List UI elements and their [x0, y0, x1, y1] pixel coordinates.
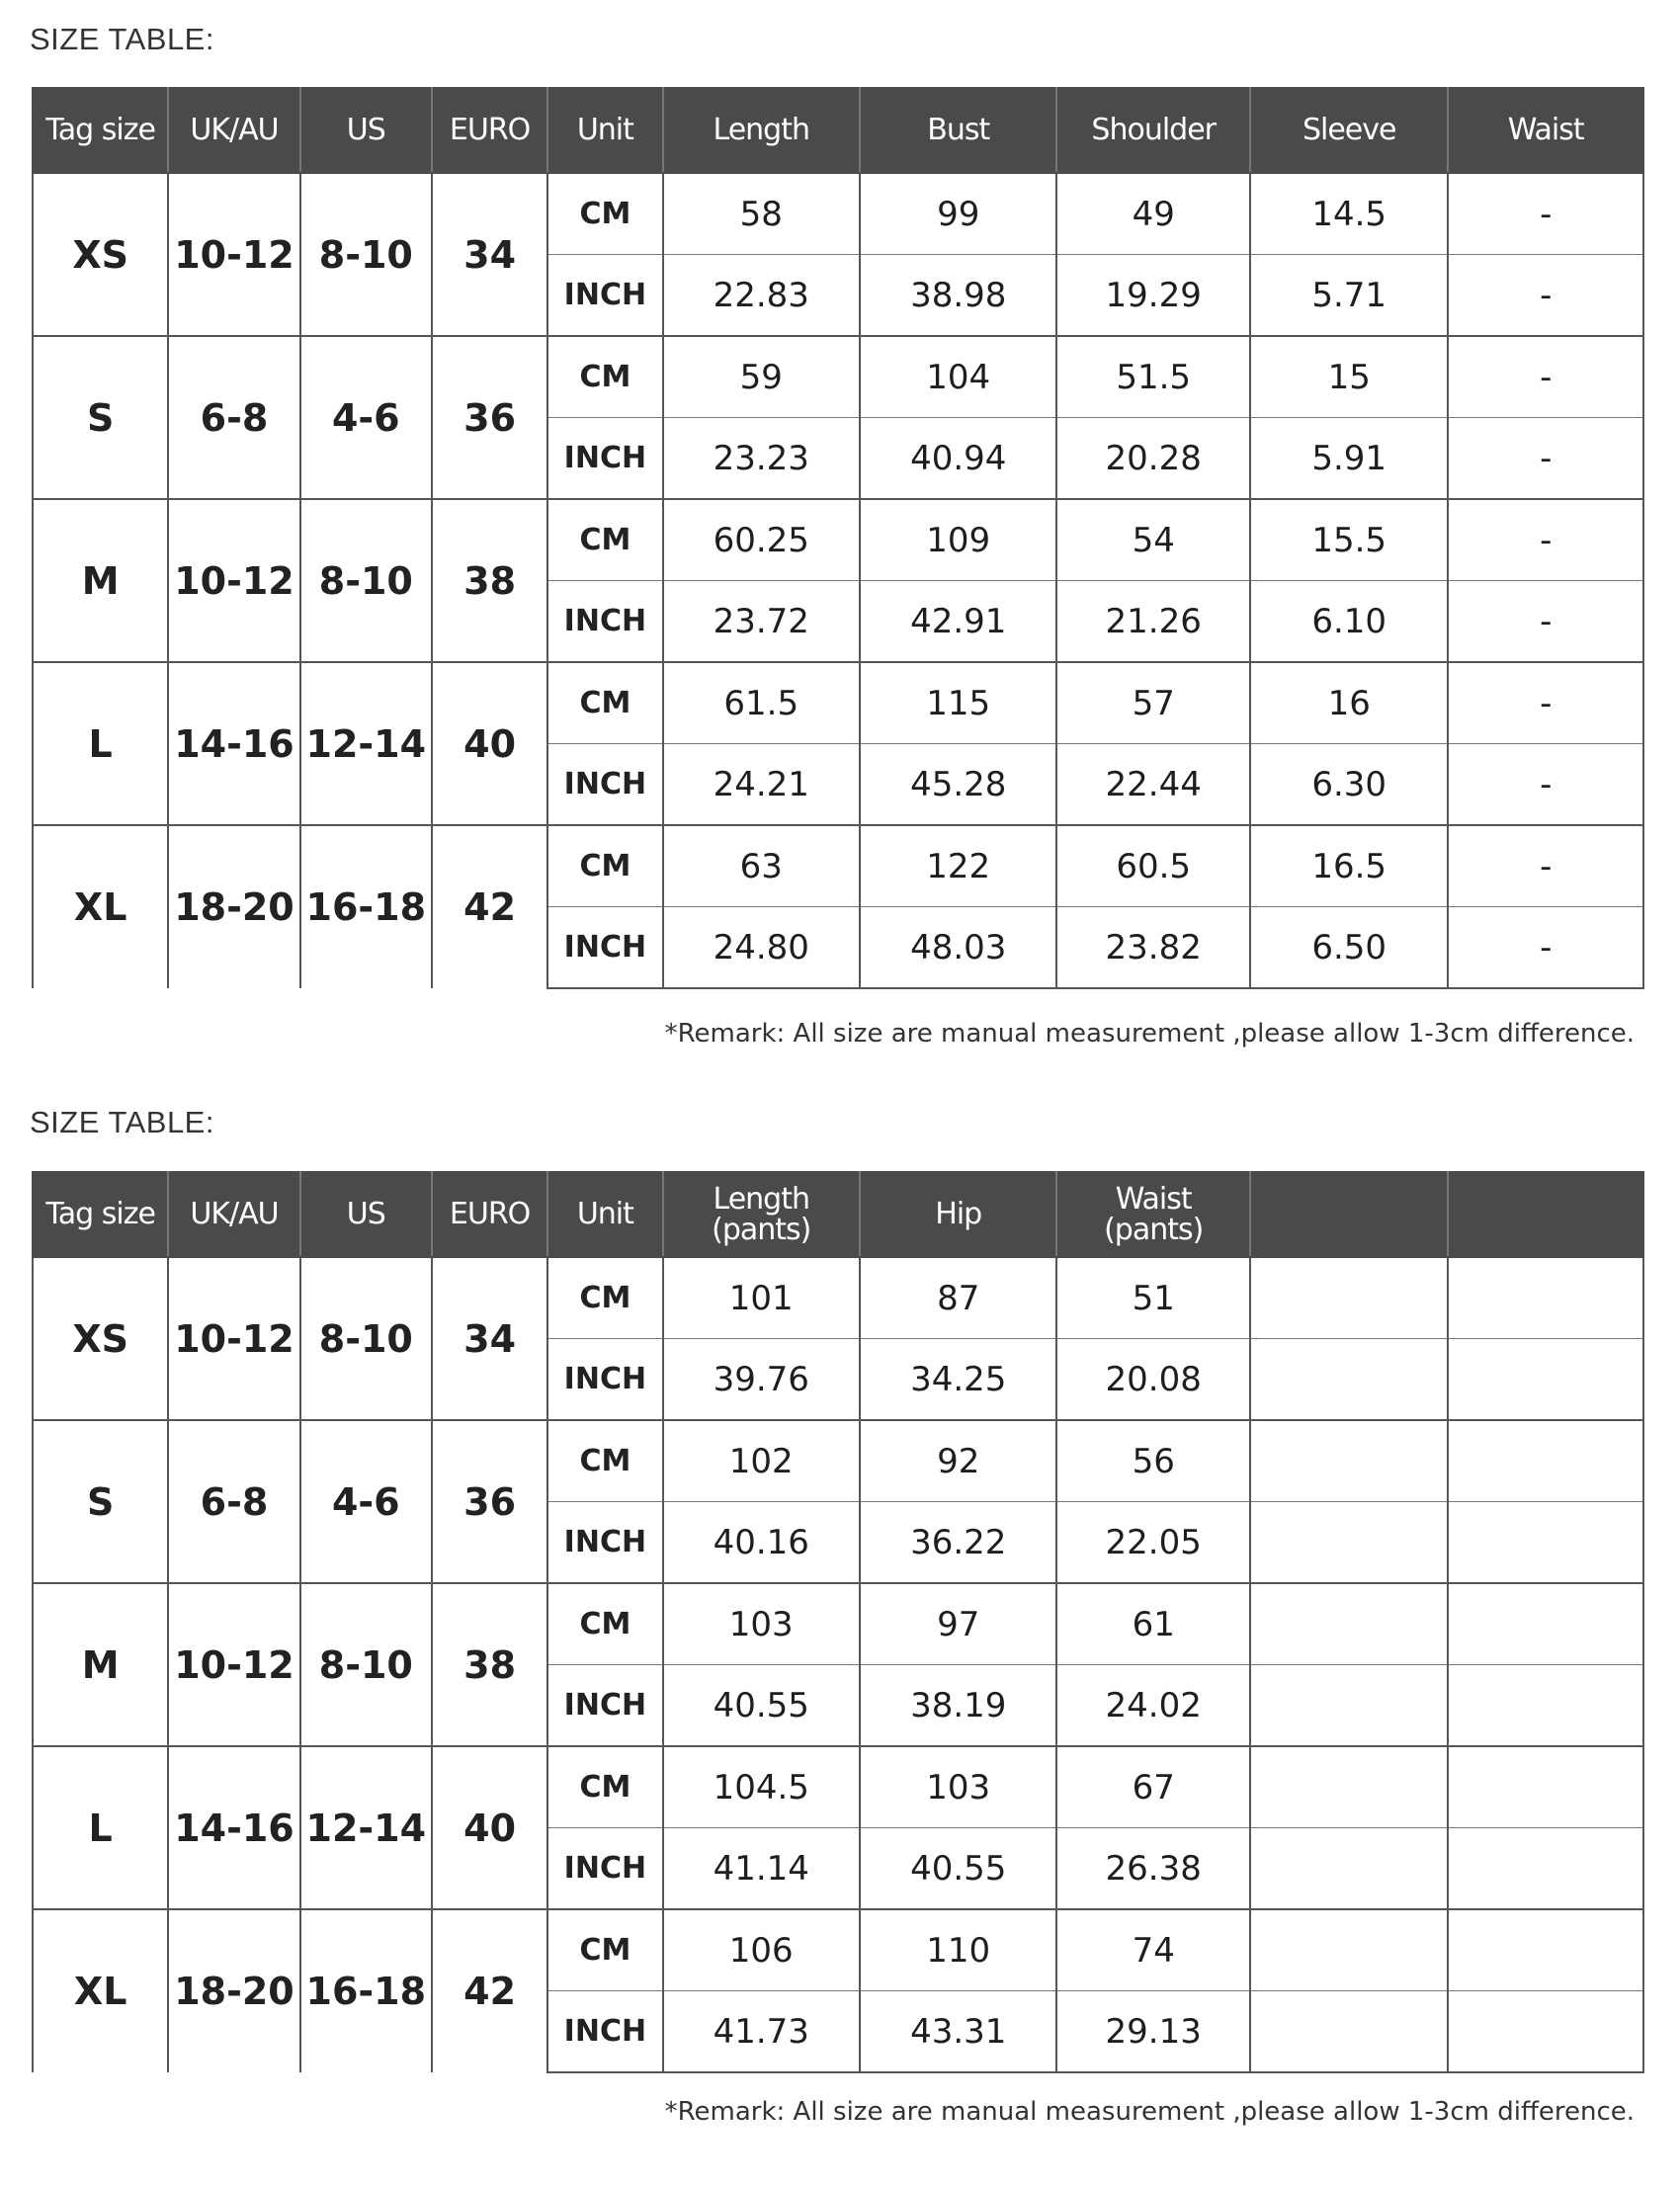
- measurement-cell: 24.80: [663, 907, 860, 989]
- measurement-cell: 23.72: [663, 581, 860, 663]
- column-header: EURO: [432, 1172, 547, 1257]
- measurement-cell: 54: [1056, 499, 1249, 581]
- measurement-cell: [1448, 1828, 1643, 1910]
- measurement-cell: 42.91: [860, 581, 1056, 663]
- uk-size-cell: 14-16: [168, 1746, 299, 1909]
- tag-size-cell: L: [33, 662, 168, 825]
- table-row: [33, 1746, 1643, 1828]
- table-header-row: [33, 1172, 1643, 1257]
- measurement-cell: 59: [663, 336, 860, 418]
- measurement-cell: 6.10: [1250, 581, 1448, 663]
- unit-cell: CM: [547, 1909, 662, 1991]
- euro-size-cell: 36: [432, 1420, 547, 1583]
- column-header: EURO: [432, 88, 547, 173]
- unit-cell: INCH: [547, 744, 662, 826]
- measurement-cell: [1250, 1583, 1448, 1665]
- us-size-cell: 8-10: [300, 499, 432, 662]
- column-header: Length: [663, 88, 860, 173]
- measurement-cell: 34.25: [860, 1339, 1056, 1421]
- size-chart-table-top: [32, 87, 1644, 989]
- size-chart-table-bottom: [32, 1171, 1644, 2073]
- table-row: [33, 1909, 1643, 1991]
- measurement-cell: 51.5: [1056, 336, 1249, 418]
- measurement-cell: 45.28: [860, 744, 1056, 826]
- column-header: Bust: [860, 88, 1056, 173]
- column-header: Length (pants): [663, 1172, 860, 1257]
- measurement-cell: -: [1448, 907, 1643, 989]
- measurement-cell: 19.29: [1056, 255, 1249, 337]
- measurement-cell: 56: [1056, 1420, 1249, 1502]
- unit-cell: CM: [547, 499, 662, 581]
- measurement-cell: [1250, 1828, 1448, 1910]
- us-size-cell: 16-18: [300, 1909, 432, 2072]
- table-row: [33, 662, 1643, 744]
- tag-size-cell: XL: [33, 1909, 168, 2072]
- us-size-cell: 8-10: [300, 173, 432, 336]
- unit-cell: INCH: [547, 255, 662, 337]
- table-row: [33, 1420, 1643, 1502]
- unit-cell: INCH: [547, 1502, 662, 1584]
- unit-cell: CM: [547, 1257, 662, 1339]
- euro-size-cell: 40: [432, 662, 547, 825]
- column-header: Hip: [860, 1172, 1056, 1257]
- measurement-cell: 87: [860, 1257, 1056, 1339]
- remark-text: *Remark: All size are manual measurement ,please allow 1-3cm difference.: [664, 2097, 1635, 2127]
- unit-cell: INCH: [547, 1991, 662, 2073]
- measurement-cell: 92: [860, 1420, 1056, 1502]
- measurement-cell: [1250, 1339, 1448, 1421]
- size-table-title: SIZE TABLE:: [30, 22, 214, 56]
- us-size-cell: 4-6: [300, 1420, 432, 1583]
- measurement-cell: 102: [663, 1420, 860, 1502]
- table-row: [33, 336, 1643, 418]
- measurement-cell: 22.05: [1056, 1502, 1249, 1584]
- measurement-cell: -: [1448, 336, 1643, 418]
- uk-size-cell: 6-8: [168, 336, 299, 499]
- measurement-cell: 41.14: [663, 1828, 860, 1910]
- uk-size-cell: 18-20: [168, 825, 299, 988]
- measurement-cell: [1448, 1583, 1643, 1665]
- measurement-cell: 67: [1056, 1746, 1249, 1828]
- measurement-cell: 40.94: [860, 418, 1056, 500]
- measurement-cell: 5.71: [1250, 255, 1448, 337]
- uk-size-cell: 6-8: [168, 1420, 299, 1583]
- tag-size-cell: M: [33, 499, 168, 662]
- measurement-cell: 103: [860, 1746, 1056, 1828]
- column-header: Waist (pants): [1056, 1172, 1249, 1257]
- measurement-cell: 122: [860, 825, 1056, 907]
- measurement-cell: 5.91: [1250, 418, 1448, 500]
- measurement-cell: 60.25: [663, 499, 860, 581]
- euro-size-cell: 38: [432, 499, 547, 662]
- euro-size-cell: 42: [432, 1909, 547, 2072]
- measurement-cell: [1250, 1665, 1448, 1747]
- measurement-cell: [1448, 1339, 1643, 1421]
- measurement-cell: 29.13: [1056, 1991, 1249, 2073]
- measurement-cell: [1250, 1420, 1448, 1502]
- us-size-cell: 16-18: [300, 825, 432, 988]
- unit-cell: CM: [547, 1583, 662, 1665]
- measurement-cell: [1250, 1257, 1448, 1339]
- table-row: [33, 173, 1643, 255]
- measurement-cell: [1448, 1502, 1643, 1584]
- measurement-cell: 49: [1056, 173, 1249, 255]
- measurement-cell: 103: [663, 1583, 860, 1665]
- column-header: UK/AU: [168, 1172, 299, 1257]
- measurement-cell: 14.5: [1250, 173, 1448, 255]
- tag-size-cell: L: [33, 1746, 168, 1909]
- unit-cell: CM: [547, 336, 662, 418]
- column-header: UK/AU: [168, 88, 299, 173]
- measurement-cell: 58: [663, 173, 860, 255]
- table-row: [33, 1583, 1643, 1665]
- column-header: Tag size: [33, 88, 168, 173]
- measurement-cell: 22.83: [663, 255, 860, 337]
- measurement-cell: 21.26: [1056, 581, 1249, 663]
- measurement-cell: [1250, 1991, 1448, 2073]
- unit-cell: CM: [547, 173, 662, 255]
- tag-size-cell: XS: [33, 1257, 168, 1420]
- measurement-cell: 36.22: [860, 1502, 1056, 1584]
- measurement-cell: 104.5: [663, 1746, 860, 1828]
- us-size-cell: 4-6: [300, 336, 432, 499]
- measurement-cell: -: [1448, 173, 1643, 255]
- unit-cell: INCH: [547, 581, 662, 663]
- unit-cell: CM: [547, 662, 662, 744]
- measurement-cell: 63: [663, 825, 860, 907]
- table-row: [33, 825, 1643, 907]
- euro-size-cell: 42: [432, 825, 547, 988]
- measurement-cell: 104: [860, 336, 1056, 418]
- uk-size-cell: 10-12: [168, 173, 299, 336]
- measurement-cell: [1448, 1909, 1643, 1991]
- column-header: [1250, 1172, 1448, 1257]
- measurement-cell: [1250, 1502, 1448, 1584]
- tag-size-cell: S: [33, 336, 168, 499]
- measurement-cell: [1448, 1746, 1643, 1828]
- column-header: Waist: [1448, 88, 1643, 173]
- unit-cell: CM: [547, 825, 662, 907]
- measurement-cell: 16.5: [1250, 825, 1448, 907]
- measurement-cell: 38.98: [860, 255, 1056, 337]
- uk-size-cell: 10-12: [168, 1257, 299, 1420]
- table-row: [33, 499, 1643, 581]
- measurement-cell: 110: [860, 1909, 1056, 1991]
- unit-cell: INCH: [547, 1665, 662, 1747]
- column-header: [1448, 1172, 1643, 1257]
- measurement-cell: [1250, 1746, 1448, 1828]
- size-table-title: SIZE TABLE:: [30, 1105, 214, 1139]
- measurement-cell: 109: [860, 499, 1056, 581]
- measurement-cell: 61: [1056, 1583, 1249, 1665]
- uk-size-cell: 14-16: [168, 662, 299, 825]
- us-size-cell: 8-10: [300, 1583, 432, 1746]
- measurement-cell: 97: [860, 1583, 1056, 1665]
- measurement-cell: 99: [860, 173, 1056, 255]
- column-header: Unit: [547, 1172, 662, 1257]
- measurement-cell: [1448, 1991, 1643, 2073]
- measurement-cell: [1250, 1909, 1448, 1991]
- measurement-cell: 39.76: [663, 1339, 860, 1421]
- measurement-cell: 106: [663, 1909, 860, 1991]
- column-header: US: [300, 88, 432, 173]
- euro-size-cell: 36: [432, 336, 547, 499]
- measurement-cell: 24.02: [1056, 1665, 1249, 1747]
- measurement-cell: 22.44: [1056, 744, 1249, 826]
- measurement-cell: -: [1448, 825, 1643, 907]
- measurement-cell: [1448, 1257, 1643, 1339]
- measurement-cell: 51: [1056, 1257, 1249, 1339]
- measurement-cell: 20.08: [1056, 1339, 1249, 1421]
- column-header: Unit: [547, 88, 662, 173]
- tag-size-cell: M: [33, 1583, 168, 1746]
- unit-cell: INCH: [547, 907, 662, 989]
- us-size-cell: 8-10: [300, 1257, 432, 1420]
- measurement-cell: 40.16: [663, 1502, 860, 1584]
- measurement-cell: 115: [860, 662, 1056, 744]
- measurement-cell: 23.23: [663, 418, 860, 500]
- uk-size-cell: 10-12: [168, 499, 299, 662]
- measurement-cell: -: [1448, 499, 1643, 581]
- measurement-cell: 23.82: [1056, 907, 1249, 989]
- table-row: [33, 1257, 1643, 1339]
- measurement-cell: 41.73: [663, 1991, 860, 2073]
- measurement-cell: 43.31: [860, 1991, 1056, 2073]
- measurement-cell: 61.5: [663, 662, 860, 744]
- us-size-cell: 12-14: [300, 1746, 432, 1909]
- measurement-cell: 60.5: [1056, 825, 1249, 907]
- column-header: Sleeve: [1250, 88, 1448, 173]
- unit-cell: CM: [547, 1746, 662, 1828]
- measurement-cell: 26.38: [1056, 1828, 1249, 1910]
- unit-cell: CM: [547, 1420, 662, 1502]
- euro-size-cell: 40: [432, 1746, 547, 1909]
- measurement-cell: [1448, 1665, 1643, 1747]
- measurement-cell: 101: [663, 1257, 860, 1339]
- measurement-cell: -: [1448, 255, 1643, 337]
- measurement-cell: 40.55: [860, 1828, 1056, 1910]
- unit-cell: INCH: [547, 1828, 662, 1910]
- measurement-cell: 74: [1056, 1909, 1249, 1991]
- measurement-cell: 48.03: [860, 907, 1056, 989]
- measurement-cell: -: [1448, 418, 1643, 500]
- measurement-cell: 24.21: [663, 744, 860, 826]
- measurement-cell: -: [1448, 662, 1643, 744]
- measurement-cell: 6.30: [1250, 744, 1448, 826]
- tag-size-cell: XL: [33, 825, 168, 988]
- column-header: Shoulder: [1056, 88, 1249, 173]
- us-size-cell: 12-14: [300, 662, 432, 825]
- measurement-cell: [1448, 1420, 1643, 1502]
- euro-size-cell: 38: [432, 1583, 547, 1746]
- tag-size-cell: XS: [33, 173, 168, 336]
- column-header: Tag size: [33, 1172, 168, 1257]
- unit-cell: INCH: [547, 1339, 662, 1421]
- measurement-cell: 57: [1056, 662, 1249, 744]
- measurement-cell: -: [1448, 581, 1643, 663]
- measurement-cell: 40.55: [663, 1665, 860, 1747]
- measurement-cell: 20.28: [1056, 418, 1249, 500]
- measurement-cell: 15.5: [1250, 499, 1448, 581]
- remark-text: *Remark: All size are manual measurement ,please allow 1-3cm difference.: [664, 1019, 1635, 1049]
- unit-cell: INCH: [547, 418, 662, 500]
- euro-size-cell: 34: [432, 173, 547, 336]
- measurement-cell: 16: [1250, 662, 1448, 744]
- measurement-cell: 6.50: [1250, 907, 1448, 989]
- measurement-cell: 38.19: [860, 1665, 1056, 1747]
- measurement-cell: -: [1448, 744, 1643, 826]
- measurement-cell: 15: [1250, 336, 1448, 418]
- euro-size-cell: 34: [432, 1257, 547, 1420]
- column-header: US: [300, 1172, 432, 1257]
- uk-size-cell: 10-12: [168, 1583, 299, 1746]
- table-header-row: [33, 88, 1643, 173]
- tag-size-cell: S: [33, 1420, 168, 1583]
- uk-size-cell: 18-20: [168, 1909, 299, 2072]
